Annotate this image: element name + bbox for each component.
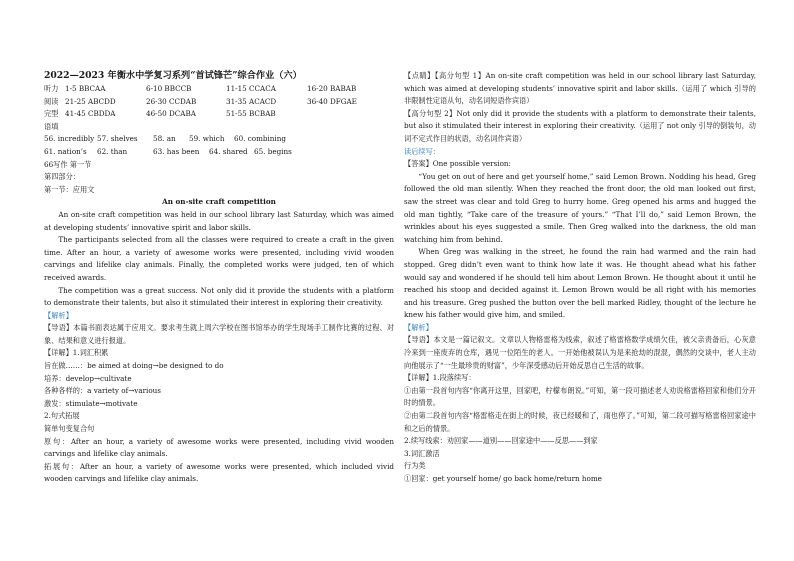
- detail-line: 2.续写线索：劝回家——道别——回家途中——反思——到家: [404, 436, 598, 446]
- essay-paragraph: The competition was a great success. Not only did it provide the students with a platform to demonstrate their talents, but also it stimulated their interest in exploring their creativity.: [44, 285, 394, 308]
- essay-paragraph: An on-site craft competition was held in our school library last Saturday, which was aimed at developing students’ innovative spirit and labor skills.: [44, 209, 394, 232]
- original-sentence: 原句：After an hour, a variety of awesome works were presented, including vivid wooden carvings and lifelike clay animals.: [44, 436, 394, 459]
- grammar-label: 语填: [44, 121, 59, 131]
- detail-line: ①回家：get yourself home/ go back home/return home: [404, 474, 602, 483]
- grammar-row-2: [44, 146, 394, 159]
- detail-line: 2.句式拓展: [44, 411, 80, 421]
- essay-paragraph: The participants selected from all the classes were required to create a craft in the given time. After an hour, a variety of awesome works were presented, including vivid wooden carvings and lifelike clay animals. Finally, the completed works were judged, ten of which received awards.: [44, 235, 394, 282]
- detail-line: 简单句变复合句: [44, 424, 95, 434]
- right-column: [404, 70, 756, 486]
- answer-section-label: 完型: [44, 109, 59, 119]
- detail-line: 培养：develop→cultivate: [44, 373, 132, 383]
- expanded-sentence: 拓展句：After an hour, a variety of awesome works were presented, which included vivid wooden carvings and lifelike clay animals.: [44, 461, 394, 484]
- analysis-heading: 【解析】: [44, 310, 73, 320]
- grammar-item: 62. than: [97, 146, 128, 156]
- answer-group: 31-35 ACACD: [226, 96, 277, 106]
- detail-line: 【详解】1.词汇积累: [44, 348, 109, 358]
- detail-line: 行为类: [404, 461, 426, 471]
- story-paragraph: “You get on out of here and get yourself home,” said Lemon Brown. Nodding his head, Greg followed the old man silently. When they reached the front door, the old man looked out first, saw the street was clear and told Greg to hurry home. Greg opened his arms and hugged the old man tightly, “Take care of the treasure of yours.” “That I’ll do,” said Lemon Brown, the wrinkles about his eyes suggested a smile. Then Greg walked into the darkness, the old man watching him from behind.: [404, 171, 756, 244]
- section-line: 第一节：应用文: [44, 184, 95, 194]
- analysis-heading: 【解析】: [404, 322, 433, 332]
- grammar-item: 58. an: [153, 134, 176, 144]
- answer-group: 11-15 CCACA: [226, 84, 276, 93]
- page-title: 2022—2023 年衡水中学复习系列“首试锋芒”综合作业（六）: [44, 70, 302, 81]
- continuation-heading: 读后续写：: [404, 146, 440, 156]
- answer-row: [44, 83, 394, 96]
- detail-line: ①由第一段首句内容“你离开这里，回家吧，柠檬布朗说。”可知，第一段可描述老人劝说格雷格回家和他们分开时的情景。: [404, 385, 756, 408]
- detail-line: 3.词汇激活: [404, 448, 440, 458]
- highlight-sentence-2: 【高分句型 2】Not only did it provide the students with a platform to demonstrate their talents, but also it stimulated their interest in exploring their creativity.（运用了 not only 引导的倒装句，动词不定式作目的状语，动名词作宾语）: [404, 108, 756, 143]
- grammar-item: 60. combining: [234, 134, 286, 144]
- answer-group: 41-45 CBDDA: [65, 109, 116, 119]
- answer-group: 6-10 BBCCB: [146, 84, 192, 93]
- detail-line: 各种各样的：a variety of→various: [44, 386, 161, 396]
- detail-line: 【详解】1.段落续写：: [404, 373, 476, 383]
- answer-group: 16-20 BABAB: [307, 84, 357, 93]
- highlight-sentence-1: 【点睛】【高分句型 1】An on-site craft competition was held in our school library last Saturday, which was aimed at developing students’ innovative spirit and labor skills.（运用了 which 引导的非限制性定语从句，动名词短语作宾语）: [404, 71, 756, 106]
- grammar-item: 57. shelves: [97, 134, 138, 144]
- answer-row: [44, 96, 394, 109]
- grammar-item: 65. begins: [254, 146, 292, 156]
- answer-group: 51-55 BCBAB: [226, 109, 276, 119]
- grammar-item: 63. has been: [153, 146, 200, 156]
- answer-row: [44, 108, 394, 121]
- intro-text: 【导语】本篇书面表达属于应用文。要求考生就上周六学校在图书馆举办的学生现场手工制作比赛的过程、对象、结果和意义进行报道。: [44, 323, 394, 345]
- detail-line: ②由第二段首句内容“格雷格走在街上的时候，夜已经暖和了，雨也停了。”可知，第二段可描写格雷格回家途中和之后的情景。: [404, 411, 756, 433]
- answer-section-label: 阅读: [44, 96, 59, 106]
- grammar-row-1: [44, 133, 394, 146]
- grammar-item: 61. nation’s: [44, 146, 87, 156]
- answer-heading: 【答案】One possible version:: [404, 159, 511, 169]
- essay-title: An on-site craft competition: [162, 197, 276, 207]
- answer-group: 26-30 CCDAB: [146, 96, 197, 106]
- answer-group: 1-5 BBCAA: [65, 84, 106, 93]
- detail-line: 旨在做……：be aimed at doing→be designed to do: [44, 361, 224, 371]
- left-column: [44, 70, 394, 486]
- grammar-item: 59. which: [189, 134, 225, 144]
- answer-group: 21-25 ABCDD: [65, 96, 116, 106]
- story-paragraph: When Greg was walking in the street, he found the rain had warmed and the rain had stopped. Greg didn’t even want to think how late it was. He thought ahead what his father would say and wondered if he should tell him about Lemon Brown. He thought about it until he reached his stoop and decided against it. Lemon Brown would be all right with his memories and his treasure. Greg pushed the button over the bell marked Ridley, thought of the lecture he knew his father would give him, and smiled.: [404, 247, 756, 320]
- answer-key: [44, 83, 394, 121]
- intro-text: 【导语】本文是一篇记叙文。文章以人物格雷格为线索，叙述了格雷格数学成绩欠佳，被父亲责备后，心灰意冷来到一座废弃的仓库，遇见一位陌生的老人。一开始他被误认为是来抢劫的混混，偶然的交谈中，老人主动向他展示了“一生最珍贵的财富”，少年深受感动后开始反思自己生活的故事。: [404, 335, 756, 370]
- detail-line: 激发：stimulate→motivate: [44, 398, 138, 408]
- section-line: 66写作 第一节: [44, 159, 92, 169]
- grammar-item: 64. shared: [209, 146, 248, 156]
- section-line: 第四部分：: [44, 172, 80, 182]
- answer-group: 46-50 DCABA: [146, 109, 196, 119]
- answer-section-label: 听力: [44, 84, 59, 93]
- grammar-item: 56. incredibly: [44, 134, 95, 144]
- answer-group: 36-40 DFGAE: [307, 96, 357, 106]
